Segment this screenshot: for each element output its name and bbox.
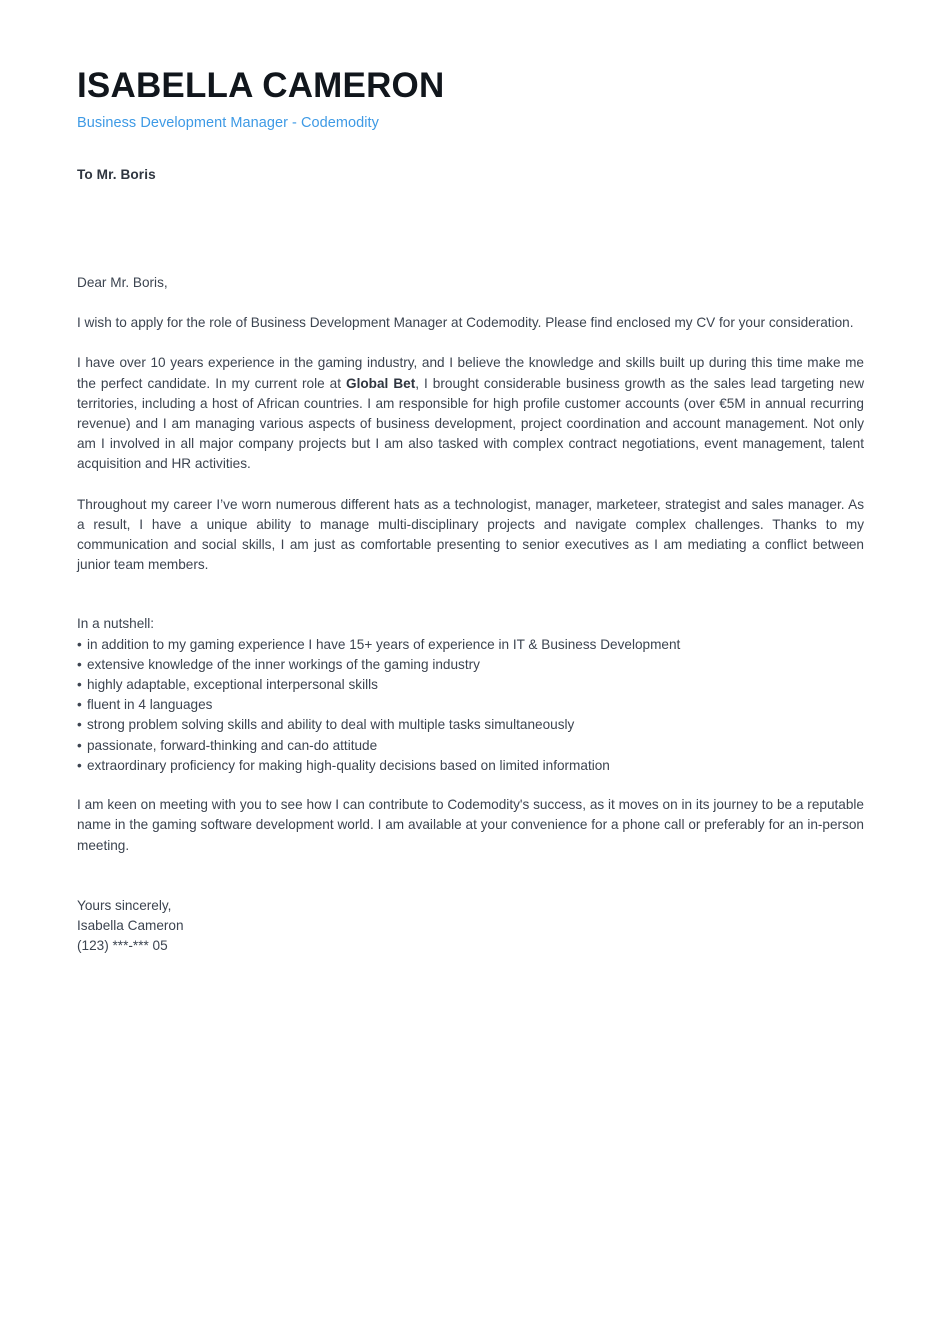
list-item-label: extensive knowledge of the inner workings of the gaming industry (87, 656, 480, 672)
nutshell-title: In a nutshell: (77, 616, 155, 632)
list-item-label: highly adaptable, exceptional interpersonal skills (87, 677, 378, 693)
letter-body (77, 273, 864, 575)
signature-phone: (123) ***-*** 05 (77, 938, 168, 954)
document-content (77, 0, 864, 956)
paragraph-experience-part1: I have over 10 years experience in the gaming industry, and I believe the knowledge and skills built up during this time make me the perfect candidate. In my current role at (77, 355, 864, 391)
bullet-icon: • (77, 636, 82, 652)
list-item-label: strong problem solving skills and ability to deal with multiple tasks simultaneously (87, 717, 575, 733)
signature-name: Isabella Cameron (77, 917, 184, 933)
nutshell-list (77, 635, 864, 776)
paragraph-intro: I wish to apply for the role of Business Development Manager at Codemodity. Please find enclosed my CV for your consideration. (77, 315, 854, 331)
list-item-label: extraordinary proficiency for making high-quality decisions based on limited information (87, 757, 610, 773)
list-item (77, 695, 864, 715)
list-item (77, 675, 864, 695)
bullet-icon: • (77, 737, 82, 753)
bullet-icon: • (77, 656, 82, 672)
list-item-label: passionate, forward-thinking and can-do attitude (87, 737, 378, 753)
job-title-subtitle: Business Development Manager - Codemodity (77, 115, 379, 132)
closing-section (77, 795, 864, 856)
paragraph-career: Throughout my career I’ve worn numerous different hats as a technologist, manager, marketeer, strategist and sales manager. As a result, I have a unique ability to manage multi-disciplinary projects and navigate complex challenges. Thanks to my communication and social skills, I am just as comfortable presenting to senior executives as I am mediating a conflict between junior team members. (77, 496, 864, 573)
list-item-label: fluent in 4 languages (87, 697, 213, 713)
bullet-icon: • (77, 717, 82, 733)
paragraph-closing: I am keen on meeting with you to see how I can contribute to Codemodity's success, as it moves on in its journey to be a reputable name in the gaming software development world. I am available at your convenience for a phone call or preferably for an in-person meeting. (77, 797, 864, 853)
list-item (77, 715, 864, 735)
list-item (77, 736, 864, 756)
bullet-icon: • (77, 757, 82, 773)
list-item (77, 655, 864, 675)
bullet-icon: • (77, 697, 82, 713)
salutation: Dear Mr. Boris, (77, 275, 168, 291)
paragraph-experience-part2: , I brought considerable business growth as the sales lead targeting new territories, including a host of African countries. I am responsible for high profile customer accounts (over €5M in annual recurring revenue) and I am managing various aspects of business development, project coordination and account management. Not only am I involved in all major company projects but I am also tasked with complex contract negotiations, event management, talent acquisition and HR activities. (77, 375, 865, 472)
list-item-label: in addition to my gaming experience I have 15+ years of experience in IT & Business Development (87, 636, 681, 652)
list-item (77, 756, 864, 776)
page-title: ISABELLA CAMERON (77, 66, 445, 105)
employer-name: Global Bet (346, 375, 416, 391)
signature-block (77, 896, 864, 957)
valediction: Yours sincerely, (77, 897, 172, 913)
paragraph-experience (77, 353, 864, 474)
nutshell-section (77, 614, 864, 776)
list-item (77, 635, 864, 655)
letter-header (77, 0, 864, 133)
bullet-icon: • (77, 677, 82, 693)
recipient-line: To Mr. Boris (77, 167, 156, 183)
